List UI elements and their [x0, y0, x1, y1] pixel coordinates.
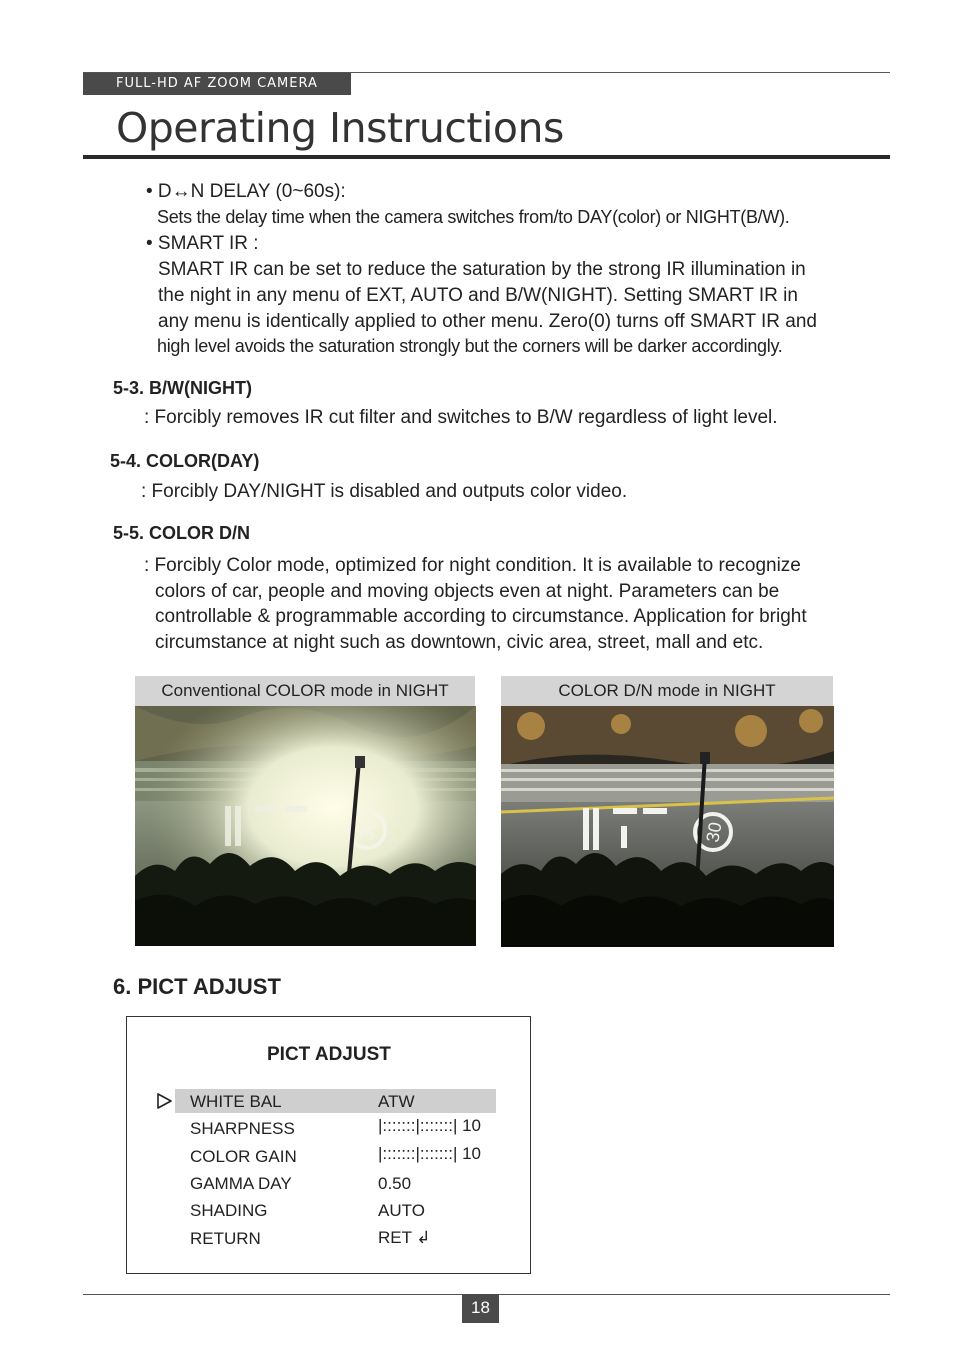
road-marking-speed-limit: 30 [356, 818, 380, 842]
section-text-color-dn: colors of car, people and moving objects even at night. Parameters can be [155, 581, 780, 602]
dn-delay-text: Sets the delay time when the camera switches from/to DAY(color) or NIGHT(B/W). [157, 207, 790, 227]
section-text-color-dn: : Forcibly Color mode, optimized for night condition. It is available to recognize [144, 555, 801, 576]
menu-item-value: RET ↲ [378, 1228, 431, 1247]
road-marking-speed-limit: 30 [702, 820, 726, 844]
page-title: Operating Instructions [116, 104, 564, 152]
title-rule [83, 155, 890, 159]
section-heading-color-dn: 5-5. COLOR D/N [113, 523, 251, 543]
menu-item-label[interactable]: COLOR GAIN [190, 1147, 297, 1166]
dn-delay-label: • D↔N DELAY (0~60s): [146, 181, 346, 202]
menu-item-label[interactable]: RETURN [190, 1229, 261, 1248]
menu-item-label[interactable]: SHARPNESS [190, 1119, 295, 1138]
smart-ir-label: • SMART IR : [146, 233, 259, 254]
smart-ir-line: any menu is identically applied to other menu. Zero(0) turns off SMART IR and [158, 311, 817, 332]
section-text-bw-night: : Forcibly removes IR cut filter and switches to B/W regardless of light level. [144, 407, 778, 428]
smart-ir-line: the night in any menu of EXT, AUTO and B/W(NIGHT). Setting SMART IR in [158, 285, 798, 306]
section-heading-color-day: 5-4. COLOR(DAY) [110, 451, 260, 471]
menu-item-value: |:::::::|:::::::| 10 [378, 1144, 482, 1163]
header-tag: FULL-HD AF ZOOM CAMERA [83, 73, 351, 95]
menu-item-label[interactable]: GAMMA DAY [190, 1174, 292, 1193]
night-street-photo-color-dn [501, 706, 834, 947]
menu-item-value: |:::::::|:::::::| 10 [378, 1116, 482, 1135]
figure-caption-color-dn: COLOR D/N mode in NIGHT [501, 676, 833, 706]
menu-item-label[interactable]: SHADING [190, 1201, 268, 1220]
menu-item-value: ATW [378, 1092, 415, 1111]
smart-ir-line: high level avoids the saturation strongly but the corners will be darker accordingly. [157, 336, 783, 356]
menu-title: PICT ADJUST [267, 1044, 391, 1065]
menu-item-value: 0.50 [378, 1174, 412, 1193]
page-number: 18 [462, 1294, 499, 1323]
section-heading-pict-adjust: 6. PICT ADJUST [113, 974, 281, 999]
section-text-color-day: : Forcibly DAY/NIGHT is disabled and outputs color video. [141, 481, 628, 502]
cursor-arrow-icon [156, 1092, 174, 1110]
section-heading-bw-night: 5-3. B/W(NIGHT) [113, 378, 252, 398]
section-text-color-dn: circumstance at night such as downtown, civic area, street, mall and etc. [155, 632, 764, 653]
menu-item-label[interactable]: WHITE BAL [190, 1092, 282, 1111]
menu-item-value: AUTO [378, 1201, 425, 1220]
section-text-color-dn: controllable & programmable according to circumstance. Application for bright [155, 606, 807, 627]
smart-ir-line: SMART IR can be set to reduce the saturation by the strong IR illumination in [158, 259, 806, 280]
figure-caption-conventional: Conventional COLOR mode in NIGHT [135, 676, 475, 706]
night-street-photo-conventional [135, 706, 476, 946]
